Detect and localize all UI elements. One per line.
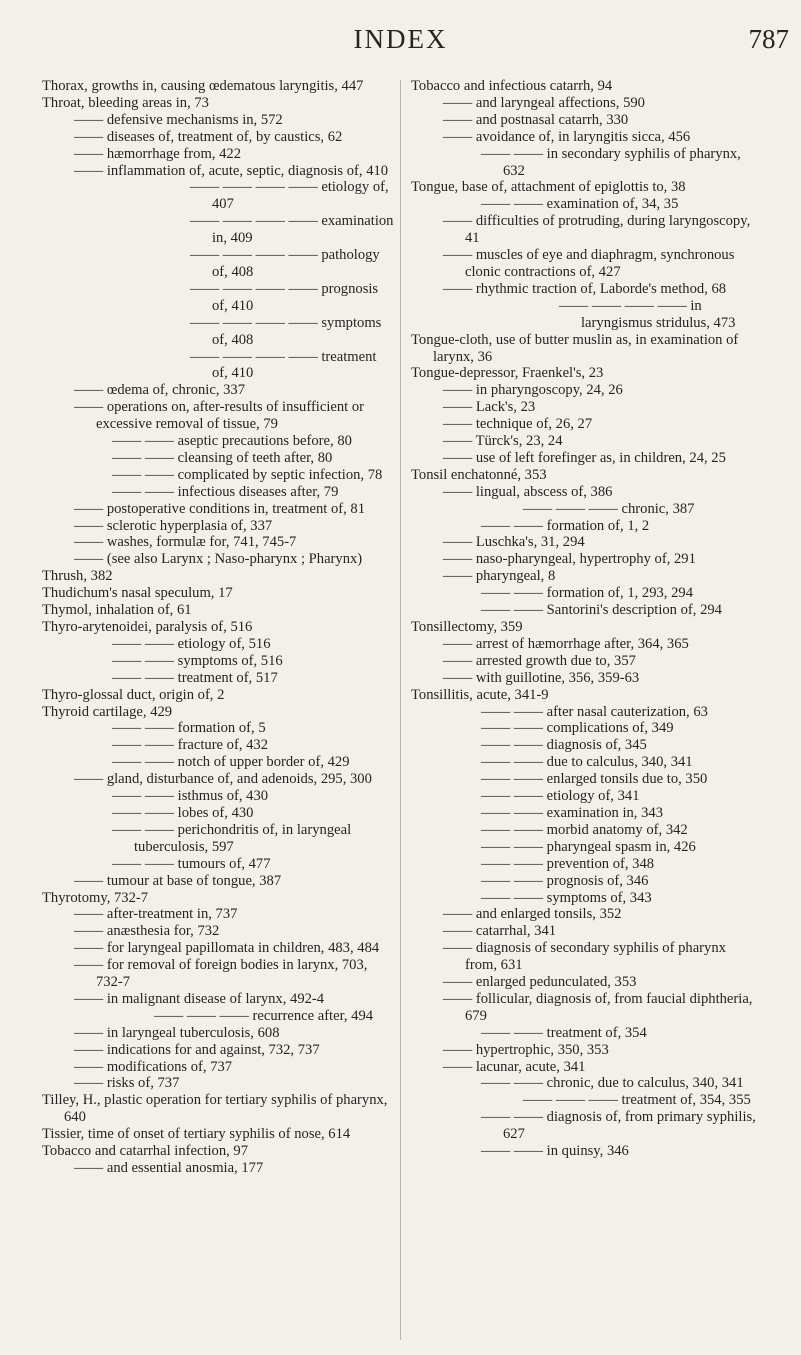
index-entry: —— —— lobes of, 430	[112, 804, 254, 821]
index-entry: Thudichum's nasal speculum, 17	[42, 585, 233, 602]
index-column-left	[42, 78, 394, 1177]
index-entry: —— operations on, after-results of insufficient or excessive removal of tissue, 79	[74, 399, 365, 433]
index-entry: —— —— morbid anatomy of, 342	[481, 821, 688, 838]
index-entry: Tonsil enchatonné, 353	[411, 466, 547, 483]
index-entry: —— lacunar, acute, 341	[443, 1058, 586, 1075]
index-entry: Tonsillectomy, 359	[411, 619, 523, 635]
column-divider	[400, 80, 401, 1340]
index-entry: —— and postnasal catarrh, 330	[443, 111, 629, 128]
index-entry: Tissier, time of onset of tertiary syphilis of nose, 614	[42, 1126, 351, 1143]
index-entry: —— —— chronic, due to calculus, 340, 341	[481, 1075, 744, 1092]
index-entry: —— technique of, 26, 27	[443, 416, 593, 433]
index-entry: Tobacco and catarrhal infection, 97	[42, 1143, 249, 1160]
page-header	[0, 22, 801, 62]
index-entry: —— hæmorrhage from, 422	[74, 145, 241, 162]
index-entry: —— Türck's, 23, 24	[443, 433, 563, 450]
index-entry: Tobacco and infectious catarrh, 94	[411, 78, 613, 94]
index-entry: —— —— formation of, 1, 293, 294	[481, 585, 693, 602]
index-entry: —— —— enlarged tonsils due to, 350	[481, 771, 708, 788]
index-entry: —— —— cleansing of teeth after, 80	[112, 449, 333, 466]
index-entry: —— Luschka's, 31, 294	[443, 534, 585, 551]
index-entry: —— —— —— —— pathology of, 408	[190, 247, 380, 280]
index-entry: —— —— —— —— examination in, 409	[190, 213, 394, 247]
index-entry: —— —— complications of, 349	[481, 720, 674, 737]
index-entry: —— arrested growth due to, 357	[443, 652, 636, 669]
index-entry: —— and essential anosmia, 177	[74, 1160, 264, 1176]
index-entry: —— in laryngeal tuberculosis, 608	[74, 1024, 280, 1041]
index-entry: Tongue-cloth, use of butter muslin as, in examination of larynx, 36	[411, 331, 739, 365]
index-entry: —— —— —— treatment of, 354, 355	[523, 1092, 751, 1109]
index-entry: Tongue, base of, attachment of epiglottis to, 38	[411, 179, 686, 196]
index-entry: —— —— formation of, 5	[112, 720, 266, 737]
index-entry: —— tumour at base of tongue, 387	[74, 872, 282, 889]
index-entry: —— —— due to calculus, 340, 341	[481, 754, 693, 771]
index-entry: Tonsillitis, acute, 341-9	[411, 686, 549, 703]
index-entry: —— —— —— —— treatment of, 410	[190, 348, 377, 382]
running-title: INDEX	[353, 24, 448, 54]
index-entry: —— —— symptoms of, 343	[481, 889, 652, 906]
index-entry: —— Lack's, 23	[443, 399, 536, 416]
index-entry: —— —— —— —— symptoms of, 408	[190, 314, 382, 348]
index-entry: —— gland, disturbance of, and adenoids, 295, 300	[74, 771, 372, 788]
index-entry: —— —— pharyngeal spasm in, 426	[481, 838, 696, 855]
index-entry: —— catarrhal, 341	[443, 923, 557, 940]
index-entry: —— anæsthesia for, 732	[74, 923, 220, 940]
index-entry: Tongue-depressor, Fraenkel's, 23	[411, 365, 604, 382]
index-entry: —— —— aseptic precautions before, 80	[112, 433, 352, 450]
index-entry: —— —— examination of, 34, 35	[481, 196, 679, 213]
index-entry: —— rhythmic traction of, Laborde's method, 68	[443, 280, 727, 297]
index-entry: —— inflammation of, acute, septic, diagnosis of, 410	[74, 162, 389, 179]
index-entry: —— for removal of foreign bodies in larynx, 703, 732-7	[74, 957, 368, 991]
index-entry: —— —— isthmus of, 430	[112, 788, 269, 805]
index-entry: —— —— prognosis of, 346	[481, 872, 649, 889]
page-number: 787	[748, 24, 789, 54]
index-entry: —— for laryngeal papillomata in children, 483, 484	[74, 940, 380, 957]
index-entry: —— —— etiology of, 516	[112, 635, 271, 652]
index-entry: —— modifications of, 737	[74, 1058, 233, 1075]
index-entry: —— —— symptoms of, 516	[112, 652, 283, 669]
index-entry: Thyro-glossal duct, origin of, 2	[42, 686, 225, 703]
index-entry: —— —— infectious diseases after, 79	[112, 483, 339, 500]
index-entry: —— postoperative conditions in, treatment of, 81	[74, 500, 366, 517]
index-entry: —— and laryngeal affections, 590	[443, 94, 645, 111]
index-entry: —— (see also Larynx ; Naso-pharynx ; Pharynx)	[74, 551, 363, 568]
index-entry: —— —— —— —— prognosis of, 410	[190, 280, 379, 314]
index-entry: —— —— —— —— in laryngismus stridulus, 473	[559, 297, 736, 331]
index-entry: —— —— diagnosis of, from primary syphilis, 627	[481, 1109, 756, 1143]
index-entry: Thyro-arytenoidei, paralysis of, 516	[42, 619, 253, 635]
index-entry: —— difficulties of protruding, during laryngoscopy, 41	[443, 213, 751, 247]
index-entry: —— lingual, abscess of, 386	[443, 483, 613, 500]
index-entry: —— with guillotine, 356, 359-63	[443, 669, 640, 686]
index-entry: Thrush, 382	[42, 568, 113, 585]
index-entry: —— diagnosis of secondary syphilis of pharynx from, 631	[443, 940, 726, 974]
index-entry: —— arrest of hæmorrhage after, 364, 365	[443, 635, 689, 652]
index-entry: —— —— prevention of, 348	[481, 855, 655, 872]
index-entry: —— and enlarged tonsils, 352	[443, 906, 622, 923]
index-entry: —— diseases of, treatment of, by caustics, 62	[74, 128, 343, 145]
index-entry: —— —— complicated by septic infection, 78	[112, 466, 383, 483]
index-entry: —— —— —— —— etiology of, 407	[190, 179, 389, 213]
index-entry: —— use of left forefinger as, in children, 24, 25	[443, 449, 726, 466]
index-entry: —— indications for and against, 732, 737	[74, 1041, 320, 1058]
index-entry: —— —— fracture of, 432	[112, 737, 269, 754]
index-entry: Thymol, inhalation of, 61	[42, 602, 192, 619]
index-entry: —— œdema of, chronic, 337	[74, 382, 246, 399]
index-entry: Thyrotomy, 732-7	[42, 889, 149, 906]
index-entry: —— avoidance of, in laryngitis sicca, 456	[443, 128, 691, 145]
index-entry: —— defensive mechanisms in, 572	[74, 111, 283, 128]
index-entry: —— —— Santorini's description of, 294	[481, 602, 722, 619]
index-entry: Tilley, H., plastic operation for tertiary syphilis of pharynx, 640	[42, 1092, 388, 1126]
index-entry: —— enlarged pedunculated, 353	[443, 974, 637, 991]
index-entry: —— —— examination in, 343	[481, 804, 663, 821]
index-entry: —— hypertrophic, 350, 353	[443, 1041, 609, 1058]
index-entry: —— in malignant disease of larynx, 492-4	[74, 990, 325, 1007]
index-entry: —— —— in quinsy, 346	[481, 1143, 629, 1160]
index-entry: —— naso-pharyngeal, hypertrophy of, 291	[443, 551, 696, 568]
index-entry: —— —— perichondritis of, in laryngeal tuberculosis, 597	[112, 821, 352, 855]
index-entry: —— —— in secondary syphilis of pharynx, 632	[481, 145, 741, 179]
index-entry: —— —— —— recurrence after, 494	[154, 1007, 374, 1024]
index-entry: —— —— formation of, 1, 2	[481, 517, 650, 534]
index-entry: —— —— after nasal cauterization, 63	[481, 703, 708, 720]
index-entry: Thorax, growths in, causing œdematous laryngitis, 447	[42, 78, 364, 94]
index-entry: —— risks of, 737	[74, 1075, 180, 1092]
index-entry: —— —— diagnosis of, 345	[481, 737, 647, 754]
index-entry: —— —— treatment of, 517	[112, 669, 278, 686]
index-entry: —— after-treatment in, 737	[74, 906, 238, 923]
index-entry: —— muscles of eye and diaphragm, synchronous clonic contractions of, 427	[443, 247, 735, 280]
index-entry: Throat, bleeding areas in, 73	[42, 94, 209, 111]
index-entry: —— —— —— chronic, 387	[523, 500, 695, 517]
index-entry: —— pharyngeal, 8	[443, 568, 556, 585]
index-entry: —— —— etiology of, 341	[481, 788, 640, 805]
index-entry: Thyroid cartilage, 429	[42, 703, 173, 720]
index-entry: —— in pharyngoscopy, 24, 26	[443, 382, 623, 399]
index-entry: —— sclerotic hyperplasia of, 337	[74, 517, 273, 534]
index-entry: —— washes, formulæ for, 741, 745-7	[74, 534, 297, 551]
index-entry: —— —— treatment of, 354	[481, 1024, 647, 1041]
index-column-right	[411, 78, 757, 1160]
index-entry: —— —— tumours of, 477	[112, 855, 271, 872]
index-entry: —— —— notch of upper border of, 429	[112, 754, 350, 771]
index-entry: —— follicular, diagnosis of, from faucial diphtheria, 679	[443, 990, 753, 1024]
